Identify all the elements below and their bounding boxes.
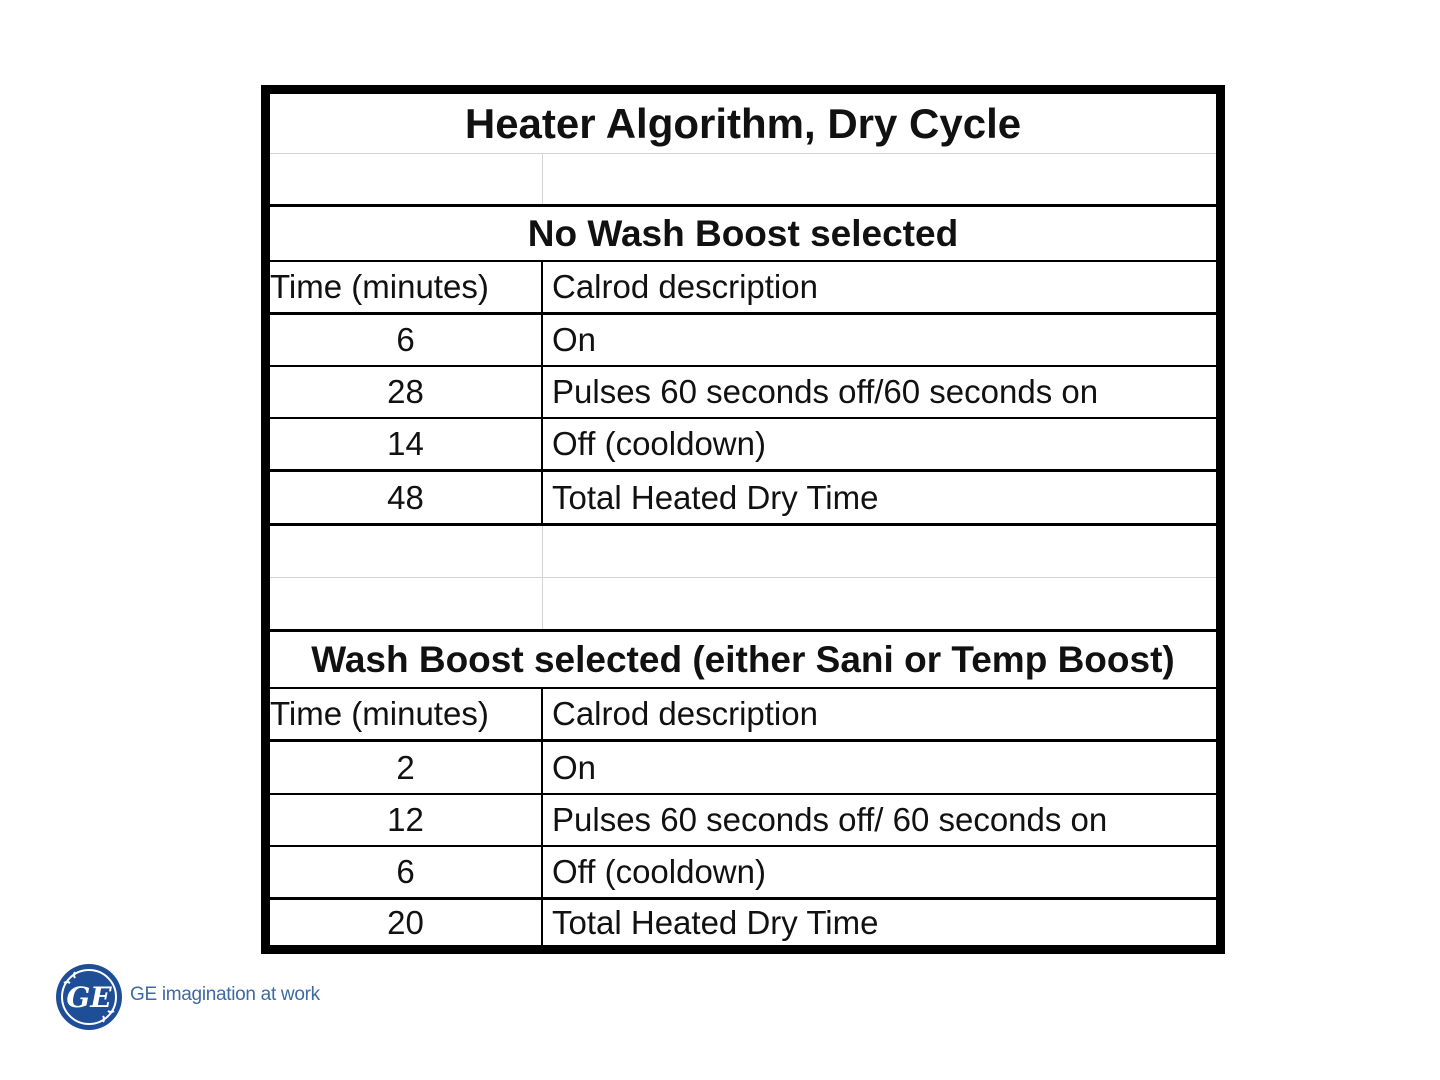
description-cell: Total Heated Dry Time	[552, 903, 879, 941]
description-cell: Off (cooldown)	[552, 425, 766, 462]
section-heading-no-boost: No Wash Boost selected	[527, 212, 959, 254]
table-row	[270, 315, 1216, 365]
empty-row	[270, 578, 1216, 629]
ge-logo-icon	[55, 963, 123, 1031]
table-row	[270, 847, 1216, 897]
time-cell: 28	[270, 367, 543, 417]
section-heading-row	[270, 207, 1216, 260]
column-header-row	[270, 689, 1216, 739]
empty-row	[270, 526, 1216, 577]
heater-algorithm-table	[261, 85, 1225, 954]
table-row	[270, 367, 1216, 417]
description-cell: Total Heated Dry Time	[552, 478, 879, 516]
logo-letters: GE	[66, 981, 112, 1014]
empty-cell	[270, 154, 543, 204]
section-heading-wash-boost: Wash Boost selected (either Sani or Temp Boost)	[311, 638, 1175, 680]
column-header-description: Calrod description	[552, 695, 818, 732]
description-cell: On	[552, 321, 597, 358]
column-header-row	[270, 262, 1216, 312]
time-cell: 12	[270, 795, 543, 845]
ge-tagline: GE imagination at work	[130, 984, 320, 1005]
table-title-row	[270, 94, 1216, 153]
description-cell: Pulses 60 seconds off/60 seconds on	[552, 373, 1099, 410]
empty-cell	[270, 526, 543, 577]
empty-cell	[270, 578, 543, 629]
section-heading-row	[270, 632, 1216, 687]
table-title: Heater Algorithm, Dry Cycle	[464, 99, 1022, 147]
column-header-description: Calrod description	[552, 268, 818, 305]
empty-row	[270, 154, 1216, 204]
time-cell: 6	[270, 315, 543, 365]
description-cell: Off (cooldown)	[552, 853, 766, 890]
time-cell: 2	[270, 742, 543, 793]
table-row-total	[270, 472, 1216, 523]
column-header-time: Time (minutes)	[270, 262, 543, 312]
description-cell: Pulses 60 seconds off/ 60 seconds on	[552, 801, 1108, 838]
time-cell: 14	[270, 419, 543, 469]
time-cell: 20	[270, 900, 543, 945]
time-cell: 48	[270, 472, 543, 523]
table-row	[270, 419, 1216, 469]
description-cell: On	[552, 748, 597, 786]
table-row	[270, 742, 1216, 793]
table-row-total	[270, 900, 1216, 945]
table-row	[270, 795, 1216, 845]
column-header-time: Time (minutes)	[270, 689, 543, 739]
time-cell: 6	[270, 847, 543, 897]
